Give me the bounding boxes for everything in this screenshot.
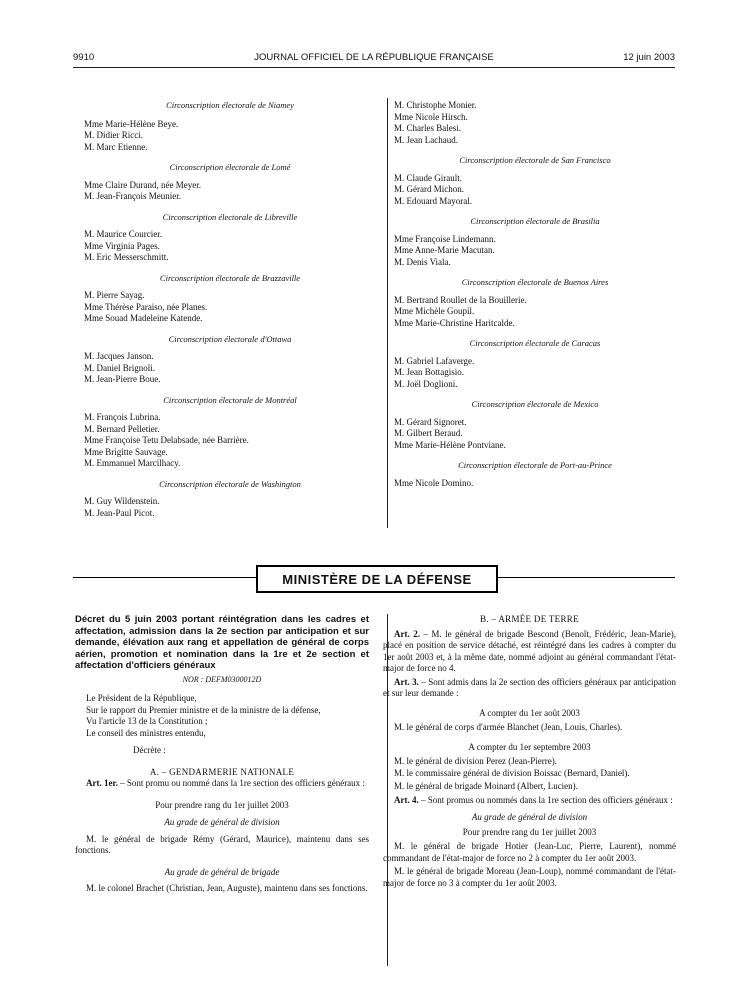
constituency-heading: Circonscription électorale de Buenos Aires <box>461 277 609 287</box>
constituency-heading: Circonscription électorale de San Francisco <box>459 155 611 165</box>
left-column-top <box>84 100 376 519</box>
candidate-name: M. Daniel Brignoli. <box>84 362 155 373</box>
header-rule <box>73 67 675 68</box>
appointment-moreau: M. le général de brigade Moreau (Jean-Loup), nommé commandant de l'état-major de force no 3 à compter du 1er août 2003. <box>383 866 676 888</box>
candidate-name: Mme Souad Madeleine Katende. <box>84 313 203 323</box>
candidate-name: M. Charles Balesi. <box>394 123 461 133</box>
section-a-heading: A. – GENDARMERIE NATIONALE <box>149 766 295 777</box>
candidate-name: Mme Marie-Christine Haritcalde. <box>394 317 515 328</box>
article-4-label: Art. 4. <box>394 794 419 805</box>
candidate-name: M. Gérard Michon. <box>394 184 464 194</box>
constituency-heading: Circonscription électorale de Libreville <box>162 211 298 222</box>
appointment-remy: M. le général de brigade Rémy (Gérard, Maurice), maintenu dans ses fonctions. <box>75 833 369 855</box>
candidate-name: M. Bertrand Roullet de la Bouillerie. <box>394 294 527 305</box>
candidate-name: M. Jean Lachaud. <box>394 134 458 145</box>
page-header <box>73 52 675 66</box>
column-divider-top <box>387 98 388 528</box>
constituency-heading: Circonscription électorale de Montréal <box>163 394 297 405</box>
constituency-heading: Circonscription électorale de Brazzaville <box>159 272 301 283</box>
rank-date: Pour prendre rang du 1er juillet 2003 <box>155 799 289 810</box>
candidate-name: M. Denis Viala. <box>394 256 451 267</box>
article-1-label: Art. 1er. <box>86 778 118 788</box>
article-2 <box>383 629 676 675</box>
rank-date: Pour prendre rang du 1er juillet 2003 <box>462 826 597 837</box>
constituency-heading: Circonscription électorale de Brasilia <box>470 216 600 226</box>
effective-date: A compter du 1er août 2003 <box>479 707 580 718</box>
right-column-top <box>394 100 676 489</box>
candidate-name: M. Claude Girault. <box>394 172 462 183</box>
candidate-name: M. Guy Wildenstein. <box>84 496 160 506</box>
candidate-name: M. Joël Doglioni. <box>394 378 458 389</box>
admission-perez: M. le général de division Perez (Jean-Pierre). <box>394 756 557 766</box>
journal-title: JOURNAL OFFICIEL DE LA RÉPUBLIQUE FRANÇAISE <box>254 52 494 63</box>
candidate-name: M. Maurice Courcier. <box>84 229 162 239</box>
article-4-text: – Sont promus ou nommés dans la 1re section des officiers généraux : <box>418 794 673 805</box>
candidate-name: M. Eric Messerschmitt. <box>84 252 169 262</box>
admission-boissac: M. le commissaire général de division Boissac (Bernard, Daniel). <box>394 767 630 778</box>
constituency-heading: Circonscription électorale de Lomé <box>169 162 291 172</box>
candidate-name: M. Jean-François Meunier. <box>84 191 181 201</box>
candidate-name: Mme Françoise Lindemann. <box>394 233 496 244</box>
ministry-rule-left <box>73 577 256 578</box>
candidate-name: Mme Nicole Domino. <box>394 477 474 488</box>
article-3-label: Art. 3. <box>394 676 419 687</box>
constituency-heading: Circonscription électorale de Port-au-Prince <box>458 460 612 470</box>
admission-moinard: M. le général de brigade Moinard (Albert, Lucien). <box>394 781 578 791</box>
constituency-heading: Circonscription électorale de Caracas <box>469 338 601 348</box>
article-4 <box>383 795 676 807</box>
candidate-name: M. Edouard Mayoral. <box>394 195 472 206</box>
candidate-name: M. Christophe Monier. <box>394 100 477 110</box>
candidate-name: M. Marc Etienne. <box>84 141 148 152</box>
candidate-name: Mme Marie-Hélène Pontviane. <box>394 439 506 450</box>
candidate-name: Mme Claire Durand, née Meyer. <box>84 179 201 190</box>
candidate-name: M. Jean-Paul Picot. <box>84 507 155 518</box>
candidate-name: M. Jacques Janson. <box>84 351 154 361</box>
candidate-name: Mme Françoise Tetu Delabsade, née Barrière. <box>84 435 249 445</box>
candidate-name: M. Gérard Signoret. <box>394 416 467 427</box>
candidate-name: M. Jean-Pierre Boue. <box>84 374 161 384</box>
candidate-name: Mme Virginia Pages. <box>84 240 160 251</box>
decrete-label: Décrète : <box>133 745 166 755</box>
grade-heading: Au grade de général de division <box>164 817 280 827</box>
article-1 <box>75 778 369 790</box>
article-3-text: – Sont admis dans la 2e section des officiers généraux par anticipation et sur leur demande : <box>383 676 676 698</box>
preamble-line: Le Président de la République, <box>86 693 197 703</box>
article-2-text: – M. le général de brigade Bescond (Benoît, Frédéric, Jean-Marie), placé en position de service détaché, est réintégré dans les cadres à compter du 1er août 2003 et, à la même date, nommé adjoint au général commandant l'état-major de force no 4. <box>383 628 676 673</box>
constituency-heading: Circonscription électorale de Washington <box>159 478 301 489</box>
appointment-hotier: M. le général de brigade Hotier (Jean-Luc, Pierre, Laurent), nommé commandant de l'état-major de force no 2 à compter du 1er août 2003. <box>383 841 676 863</box>
constituency-heading: Circonscription électorale d'Ottawa <box>168 333 292 344</box>
candidate-name: Mme Nicole Hirsch. <box>394 111 468 122</box>
constituency-heading: Circonscription électorale de Niamey <box>166 100 294 110</box>
appointment-brachet: M. le colonel Brachet (Christian, Jean, Auguste), maintenu dans ses fonctions. <box>86 883 368 893</box>
candidate-name: Mme Marie-Hélène Beye. <box>84 118 179 129</box>
right-column-decree <box>383 614 676 889</box>
candidate-name: M. Emmanuel Marcilhacy. <box>84 458 181 468</box>
article-1-text: – Sont promu ou nommé dans la 1re section des officiers généraux : <box>117 778 365 788</box>
decree-title: Décret du 5 juin 2003 portant réintégration dans les cadres et affectation, admission dans la 2e section par anticipation et sur demande, élévation aux rang et appellation de général de corps aérien, promotion et nomination dans la 1re et 2e section et affectation d'officiers généraux <box>75 614 369 671</box>
grade-heading: Au grade de général de brigade <box>164 866 280 877</box>
section-b-heading: B. – ARMÉE DE TERRE <box>480 614 579 624</box>
constituency-heading: Circonscription électorale de Mexico <box>471 399 599 409</box>
issue-date: 12 juin 2003 <box>623 52 675 63</box>
candidate-name: M. Gabriel Lafaverge. <box>394 355 475 366</box>
grade-heading: Au grade de général de division <box>471 812 588 822</box>
effective-date: A compter du 1er septembre 2003 <box>468 741 591 752</box>
left-column-decree <box>75 614 369 895</box>
candidate-name: Mme Brigitte Sauvage. <box>84 446 168 457</box>
preamble-line: Le conseil des ministres entendu, <box>86 727 206 738</box>
candidate-name: M. François Lubrina. <box>84 412 161 422</box>
candidate-name: M. Didier Ricci. <box>84 130 143 140</box>
candidate-name: M. Bernard Pelletier. <box>84 423 160 434</box>
candidate-name: M. Gilbert Beraud. <box>394 428 463 438</box>
preamble-line: Sur le rapport du Premier ministre et de la ministre de la défense, <box>86 704 321 715</box>
preamble-line: Vu l'article 13 de la Constitution ; <box>86 716 208 726</box>
nor-reference: NOR : DEFM0300012D <box>182 674 262 684</box>
candidate-name: M. Pierre Sayag. <box>84 290 145 300</box>
ministry-rule-right <box>496 577 675 578</box>
candidate-name: Mme Michèle Goupil. <box>394 306 475 316</box>
ministry-heading: MINISTÈRE DE LA DÉFENSE <box>256 565 498 593</box>
article-2-label: Art. 2. <box>394 628 420 639</box>
candidate-name: Mme Thérèse Paraiso, née Planes. <box>84 301 208 312</box>
page-number: 9910 <box>73 52 95 63</box>
article-3 <box>383 677 676 700</box>
admission-blanchet: M. le général de corps d'armée Blanchet (Jean, Louis, Charles). <box>394 722 623 732</box>
candidate-name: M. Jean Bottagisio. <box>394 367 464 377</box>
candidate-name: Mme Anne-Marie Macutan. <box>394 245 495 255</box>
